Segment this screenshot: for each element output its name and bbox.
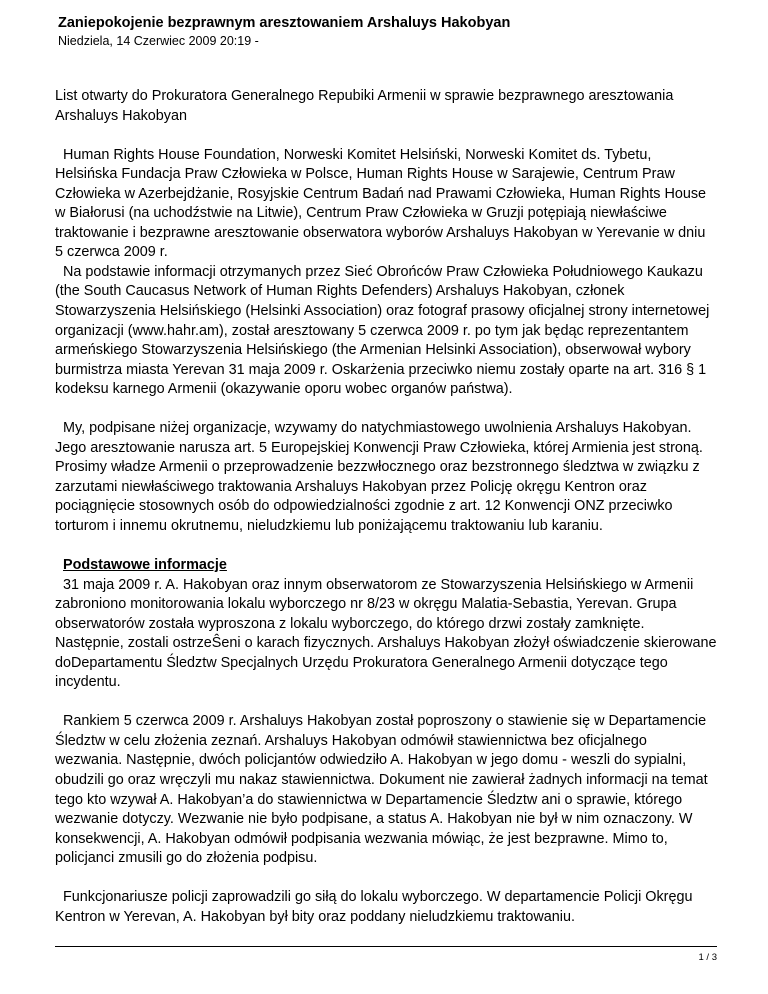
page-header: [58, 14, 718, 49]
paragraph-1: Human Rights House Foundation, Norweski Komitet Helsiński, Norweski Komitet ds. Tybetu, Helsińska Fundacja Praw Człowieka w Polsce, Human Rights House w Sarajewie, Centrum Praw Człowieka w Azerbejdżanie, Rosyjskie Centrum Badań nad Prawami Człowieka, Human Rights House w Białorusi (na uchodźstwie na Litwie), Centrum Praw Człowieka w Gruzji potępiają niewłaściwe traktowanie i bezprawne aresztowanie obserwatora wyborów Arshaluys Hakobyan w Yerevanie w dniu 5 czerwca 2009 r.: [55, 146, 707, 261]
page-number: 1 / 3: [698, 952, 717, 963]
document-date: Niedziela, 14 Czerwiec 2009 20:19 -: [58, 34, 259, 48]
letter-title: List otwarty do Prokuratora Generalnego Repubiki Armenii w sprawie bezprawnego aresztowania Arshaluys Hakobyan: [55, 88, 674, 124]
document-title: Zaniepokojenie bezprawnym aresztowaniem Arshaluys Hakobyan: [58, 15, 511, 31]
paragraph-5: Rankiem 5 czerwca 2009 r. Arshaluys Hakobyan został poproszony o stawienie się w Departamencie Śledztw w celu złożenia zeznań. Arshaluys Hakobyan odmówił stawiennictwa bez oficjalnego wezwania. Następnie, dwóch policjantów odwiedziło A. Hakobyan w jego domu - weszli do sypialni, obudzili go oraz wręczyli mu nakaz stawiennictwa. Dokument nie zawierał żadnych informacji na temat tego kto wzywał A. Hakobyan’a do stawiennictwa w Departamencie Śledztw ani o sprawie, którego wezwanie dotyczy. Wezwanie nie było podpisane, a status A. Hakobyan nie był w nim oznaczony. W konsekwencji, A. Hakobyan odmówił podpisania wezwania mówiąc, że jest bezprawne. Mimo to, policjanci zmusili go do złożenia podpisu.: [55, 713, 708, 867]
section-heading: Podstawowe informacje: [63, 556, 227, 573]
article-body: [55, 87, 717, 927]
paragraph-6: Funkcjonariusze policji zaprowadzili go siłą do lokalu wyborczego. W departamencie Policji Okręgu Kentron w Yerevan, A. Hakobyan był bity oraz poddany nieludzkiemu traktowaniu.: [55, 889, 693, 925]
paragraph-4: 31 maja 2009 r. A. Hakobyan oraz innym obserwatorom ze Stowarzyszenia Helsińskiego w Armenii zabroniono monitorowania lokalu wyborczego nr 8/23 w okręgu Malatia-Sebastia, Yerevan. Grupa obserwatorów została wyproszona z lokalu wyborczego, do którego drzwi zostały zamknięte. Następnie, zostali ostrzeŜeni o karach fizycznych. Arshaluys Hakobyan złożył oświadczenie skierowane doDepartamentu Śledztw Specjalnych Urzędu Prokuratora Generalnego Armenii dotyczące tego incydentu.: [55, 576, 717, 691]
paragraph-3: My, podpisane niżej organizacje, wzywamy do natychmiastowego uwolnienia Arshaluys Hakobyan. Jego aresztowanie narusza art. 5 Europejskiej Konwencji Praw Człowieka, której Armienia jest stroną. Prosimy władze Armenii o przeprowadzenie bezzwłocznego oraz bezstronnego śledztwa w związku z zarzutami niewłaściwego traktowania Arshaluys Hakobyan przez Policję okręgu Kentron oraz pociągnięcie stosownych osób do odpowiedzialności zgodnie z art. 12 Konwencji ONZ przeciwko torturom i innemu okrutnemu, nieludzkiemu lub poniżającemu traktowaniu lub karaniu.: [55, 420, 703, 534]
paragraph-2: Na podstawie informacji otrzymanych przez Sieć Obrońców Praw Człowieka Południowego Kaukazu (the South Caucasus Network of Human Rights Defenders) Arshaluys Hakobyan, członek Stowarzyszenia Helsińskiego (Helsinki Association) oraz fotograf prasowy oficjalnej strony internetowej organizacji (www.hahr.am), został aresztowany 5 czerwca 2009 r. po tym jak będąc reprezentantem armeńskiego Stowarzyszenia Helsińskiego (the Armenian Helsinki Association), obserwował wybory burmistrza miasta Yerevan 31 maja 2009 r. Oskarżenia przeciwko niemu zostały oparte na art. 316 § 1 kodeksu karnego Armenii (okazywanie oporu wobec organów państwa).: [55, 263, 710, 398]
footer-divider: [55, 946, 717, 947]
